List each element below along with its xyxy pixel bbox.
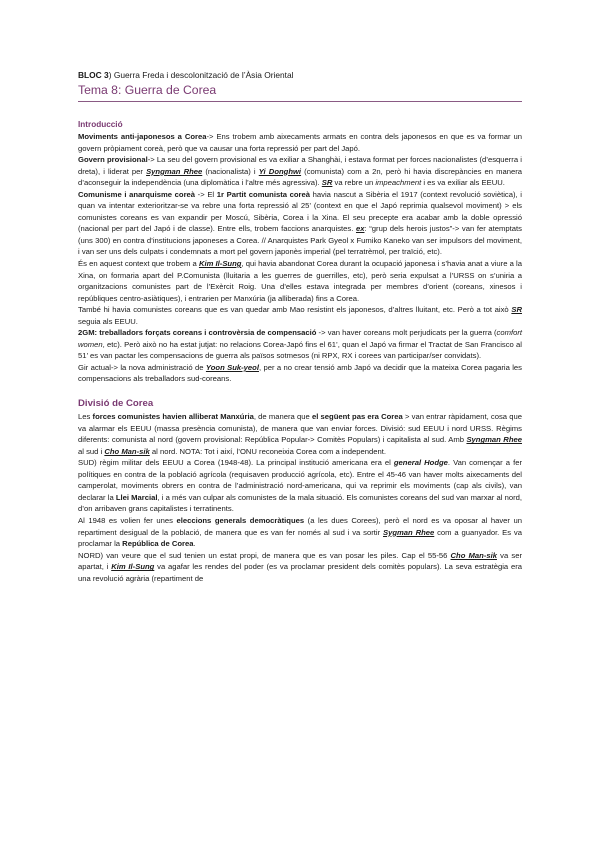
text: al nord. NOTA: Tot i així, l’ONU reconeixia Corea com a independent. (149, 446, 387, 456)
text: : “grup dels herois justos”-> van fer atemptats (uns 300) en contra d’institucions japoneses a Corea. // Anarquistes Park Gyeol x Fumiko Kaneko van ser impulsors del moviment, i van ser uns dels culpats i condemnats a mort pel govern japonès imperial (pel terratrèmol, per traïció, etc). (78, 224, 522, 257)
text: (a les dues Corees), però el nord es va oposar al haver un repartiment desigual de la població, de manera que es van fer només al sud i va sortir (78, 515, 522, 537)
text: , i a més van culpar als comunistes de la mala situació. Els comunistes coreans del sud van marxar al nord, d’on arribaven grans capitalistes i terratinents. (78, 492, 523, 514)
text: , qui havia abandonat Corea durant la ocupació japonesa i s’havia anat a viure a la Xina, on formaria apart del P.Comunista (lluitaria a les guerres de guerrilles, etc), però seria expulsat a l’URSS on s’uniria a organitzacions comunistes part de l’Exèrcit Roig. Una d’elles estava integrada per membres d’orient (coreans, xinesos i repúbliques centro-asiàtiques), i entrarien per Manxúria (ja alliberada) fins a Corea. (78, 259, 522, 303)
term: Govern provisional (78, 155, 148, 165)
text: va rebre un (332, 178, 376, 188)
paragraph-gir-actual (78, 362, 522, 385)
text: És en aquest context que trobem a (78, 259, 199, 269)
term: Comunisme i anarquisme coreà (78, 189, 196, 199)
term: 1r Partit comunista coreà (216, 189, 311, 199)
text: -> van haver coreans molt perjudicats per la guerra ( (316, 328, 497, 338)
text: seguia als EEUU. (78, 316, 138, 326)
person-name: Sygman Rhee (383, 527, 435, 537)
paragraph-sud (78, 457, 522, 515)
person-name: Yi Donghwi (258, 166, 302, 176)
paragraph-2gm (78, 327, 522, 362)
text: , etc). Però això no ha estat jutjat: no relacions Corea-Japó fins el 61’, quan el Japó va firmar el Tractat de San Francisco al 51’ es van pactar les compensacions de guerra als països sotmesos (ni RPX, RX i corees van participar/ser convidats). (78, 339, 522, 361)
title-divider (78, 101, 522, 102)
tema-title: Tema 8: Guerra de Corea (78, 83, 217, 97)
text: -> La seu del govern provisional es va exiliar a Shanghài, i estava format per forces nacionalistes (d’esquerra i dreta), i liderat per (78, 155, 522, 176)
text: al sud i (78, 446, 105, 456)
example-marker: ex (355, 224, 365, 234)
term: Llei Marcial (115, 492, 158, 502)
text: va agafar les rendes del poder (es va proclamar president dels comitès populars). La seva estratègia era una revolució agrària (repartiment de (78, 562, 523, 583)
term: Moviments anti-japonesos a Corea (78, 132, 207, 141)
bloc-label: BLOC 3 (78, 70, 109, 80)
paragraph-nord (78, 550, 522, 585)
text: i es va exiliar als EEUU. (421, 178, 505, 188)
term: República de Corea (122, 539, 194, 549)
text: Al 1948 es volien fer unes (78, 515, 177, 525)
text: . (193, 539, 196, 549)
text: > van entrar ràpidament, cosa que va alarmar els EEUU (massa presència comunista), de manera que van enviar forces. Divisió: sud EEUU i nord URSS. Règims diferents: comunista al nord (govern provisional: República Popular-> Comitès Populars) i capitalista al sud. Amb (78, 412, 523, 445)
italic-term: comfort women (78, 328, 523, 349)
text: SUD) règim militar dels EEUU a Corea (1948-48). La principal institució americana era el (78, 458, 394, 468)
paragraph-comunisme (78, 189, 522, 258)
italic-term: impeachment (375, 178, 422, 188)
person-name: Cho Man-sik (104, 446, 150, 456)
paragraph-eleccions (78, 515, 522, 550)
person-name: Kim Il-Sung (111, 562, 155, 572)
text: com a guanyador. Es va proclamar la (78, 527, 522, 549)
text: (comunista) com a 2n, però hi havia discrepàncies en manera d’aconseguir la independència (una diplomàtica i l’altre més agressiva). (78, 166, 523, 188)
text: havia nascut a Sibèria el 1917 (context revolució soviètica), i quan va intentar exterioritzar-se va rebre una forta repressió al 25’ (context en que el Japó reprimia qualsevol moviment) > els comunistes coreans es van expandir per Moscú, Sibèria, Corea i la Xina. El seu precepte era acabar amb la doble opressió (nacional per part del Japó i de classe). Entre ells, trobem faccions anarquistes. (78, 189, 522, 234)
term: el següent pas era Corea (311, 412, 403, 422)
text: va ser apartat, i (78, 550, 522, 572)
section-intro-title: Introducció (78, 120, 123, 129)
person-name: Syngman Rhee (466, 435, 522, 445)
text: Gir actual-> la nova administració de (78, 362, 206, 372)
person-name: Syngman Rhee (146, 166, 203, 176)
text: , de manera que (253, 412, 312, 422)
section-divisio-title: Divisió de Corea (78, 398, 154, 410)
paragraph-mao (78, 304, 522, 327)
text: (nacionalista) i (202, 166, 259, 176)
bloc-heading (78, 69, 522, 81)
bloc-title: ) Guerra Freda i descolonització de l’Àsia Oriental (108, 70, 294, 80)
person-name: SR (511, 305, 522, 315)
paragraph-govern-provisional (78, 154, 522, 189)
paragraph-kim-il-sung (78, 258, 522, 304)
person-name: general Hodge (393, 458, 448, 468)
person-name: Cho Man-sik (450, 550, 497, 560)
text: Les (78, 412, 93, 422)
term: eleccions generals democràtiques (176, 515, 305, 525)
paragraph-manxuria (78, 411, 522, 457)
text: , per a no crear tensió amb Japó va decidir que la mateixa Corea pagaria les compensacions als treballadors sud-coreans. (78, 362, 522, 384)
text: NORD) van veure que el sud tenien un estat propi, de manera que es van posar les piles. Cap el 55-56 (78, 550, 451, 560)
term: forces comunistes havien alliberat Manxúria (92, 412, 254, 422)
text: -> El (195, 189, 217, 199)
text: També hi havia comunistes coreans que es van quedar amb Mao resistint els japonesos, d’altres lluitant, etc. Però a tot això (78, 305, 512, 315)
person-name: Kim Il-Sung (198, 259, 242, 269)
person-name: Yoon Suk-yeol (205, 362, 259, 372)
text: -> Ens trobem amb aixecaments armats en contra dels japonesos en que es va formar un govern pròpiament coreà, però que va causar una forta repressió per part del Japó. (78, 132, 522, 153)
document-content (78, 69, 522, 584)
text: . Van començar a fer polítiques en contra de la població agrícola (requisaven producció agrícola, etc). Entre el 45-46 van haver molts aixecaments del camperolat, moviments obrers en contra de l’administració nord-americana, qui va reprimir els moviments (cap als civils), van declarar la (78, 458, 523, 502)
paragraph-moviments (78, 131, 522, 154)
person-name: SR (321, 178, 333, 188)
term: 2GM: treballadors forçats coreans i controvèrsia de compensació (78, 328, 317, 338)
